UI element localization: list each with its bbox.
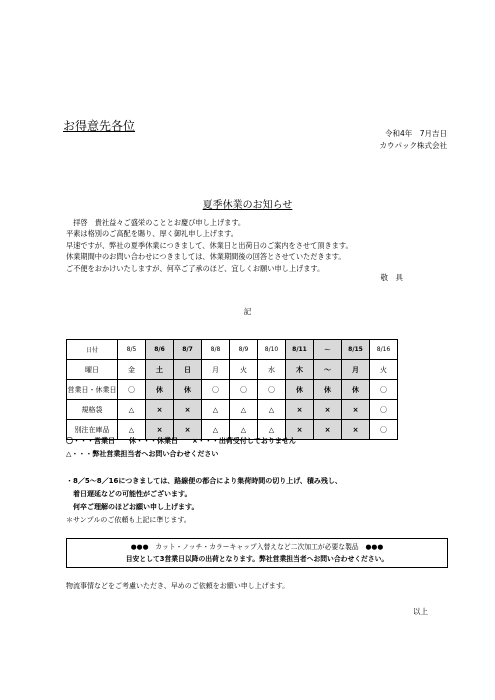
schedule-cell: 月 [202, 360, 230, 380]
schedule-cell: × [286, 400, 314, 420]
schedule-cell: × [342, 400, 370, 420]
row-label: 曜日 [67, 360, 118, 380]
box-line-1: ●●● カット・ノッチ・カラーキャップ入替えなど二次加工が必要な製品 ●●● [130, 543, 384, 551]
company-name: カウパック株式会社 [379, 141, 447, 150]
schedule-cell: △ [118, 420, 146, 440]
schedule-cell: 水 [258, 360, 286, 380]
schedule-cell: 休 [286, 380, 314, 400]
secondary-processing-box [66, 538, 448, 568]
schedule-cell: 8/11 [286, 340, 314, 360]
body-text [66, 217, 353, 274]
schedule-cell: 〇 [258, 380, 286, 400]
schedule-cell: △ [202, 400, 230, 420]
schedule-cell: 金 [118, 360, 146, 380]
schedule-table [66, 339, 398, 440]
schedule-cell: △ [118, 400, 146, 420]
schedule-cell: 休 [342, 380, 370, 400]
schedule-cell: 〇 [370, 400, 398, 420]
schedule-cell: × [174, 400, 202, 420]
footer-request: 物流事情などをご考慮いただき、早めのご依頼をお願い申し上げます。 [66, 582, 290, 590]
box-line-2: 目安として3営業日以降の出荷となります。弊社営業担当者へお問い合わせください。 [125, 555, 389, 563]
schedule-cell: 月 [342, 360, 370, 380]
schedule-cell: × [174, 420, 202, 440]
schedule-cell: 8/9 [230, 340, 258, 360]
schedule-cell: ～ [314, 360, 342, 380]
note-line-2: 着日遅延などの可能性がございます。 [66, 490, 192, 498]
schedule-cell: △ [202, 420, 230, 440]
schedule-cell: 休 [314, 380, 342, 400]
schedule-cell: 〇 [230, 380, 258, 400]
schedule-cell: 火 [230, 360, 258, 380]
recipient: お得意先各位 [63, 119, 136, 133]
schedule-cell: ～ [314, 340, 342, 360]
schedule-cell: 8/10 [258, 340, 286, 360]
body-line: 拝啓 貴社益々ご盛栄のこととお慶び申し上げます。 [66, 218, 246, 227]
schedule-cell: 火 [370, 360, 398, 380]
schedule-cell: × [146, 420, 174, 440]
note-line-1: ・8／5～8／16につきましては、路線便の都合により集荷時間の切り上げ、積み残し、 [66, 477, 342, 485]
schedule-cell: 土 [146, 360, 174, 380]
date-row [67, 340, 398, 360]
business-row [67, 380, 398, 400]
schedule-cell: △ [258, 400, 286, 420]
legend-line-1: 〇・・・営業日 休・・・休業日 ×・・・出荷受付しておりません [66, 437, 296, 445]
schedule-cell: △ [230, 400, 258, 420]
document-title [0, 196, 495, 211]
schedule-cell: × [146, 400, 174, 420]
schedule-cell: × [342, 420, 370, 440]
schedule-cell: 8/8 [202, 340, 230, 360]
schedule-cell: 〇 [370, 420, 398, 440]
row-label: 別注在庫品 [67, 420, 118, 440]
schedule-cell: 日 [174, 360, 202, 380]
schedule-cell: 8/6 [146, 340, 174, 360]
row-label: 営業日・休業日 [67, 380, 118, 400]
legend-line-2: △・・・弊社営業担当者へお問い合わせください [66, 450, 219, 458]
schedule-cell: × [314, 420, 342, 440]
schedule-cell: 〇 [202, 380, 230, 400]
schedule-cell: 8/15 [342, 340, 370, 360]
ki-heading: 記 [243, 307, 252, 316]
schedule-cell: 〇 [370, 380, 398, 400]
body-line: 早速ですが、弊社の夏季休業につきまして、休業日と出荷日のご案内をさせて頂きます。 [66, 240, 353, 250]
schedule-cell: △ [258, 420, 286, 440]
body-line: 休業期間中のお問い合わせにつきましては、休業期間後の回答とさせていただきます。 [66, 252, 346, 262]
schedule-cell: × [286, 420, 314, 440]
kikaku-row [67, 400, 398, 420]
issue-date: 令和4年 7月吉日 [384, 129, 447, 138]
note-line-3: 何卒ご理解のほどお願い申し上げます。 [66, 503, 199, 511]
schedule-cell: 8/7 [174, 340, 202, 360]
note-line-4: ＊サンプルのご依頼も上記に準じます。 [66, 516, 191, 524]
schedule-cell: × [314, 400, 342, 420]
schedule-cell: 8/5 [118, 340, 146, 360]
schedule-cell: 木 [286, 360, 314, 380]
document-title-text: 夏季休業のお知らせ [202, 200, 293, 211]
schedule-cell: △ [230, 420, 258, 440]
schedule-cell: 休 [146, 380, 174, 400]
closing-keigu: 敬 具 [380, 273, 403, 282]
schedule-cell: 休 [174, 380, 202, 400]
schedule-cell: 〇 [118, 380, 146, 400]
row-label: 規格袋 [67, 400, 118, 420]
row-label: 日付 [67, 340, 118, 360]
closing-ijo: 以上 [413, 607, 428, 616]
body-line: ご不便をおかけいたしますが、何卒ご了承のほど、宜しくお願い申し上げます。 [66, 263, 325, 273]
weekday-row [67, 360, 398, 380]
schedule-cell: 8/16 [370, 340, 398, 360]
body-line: 平素は格別のご高配を賜り、厚く御礼申し上げます。 [66, 229, 238, 239]
